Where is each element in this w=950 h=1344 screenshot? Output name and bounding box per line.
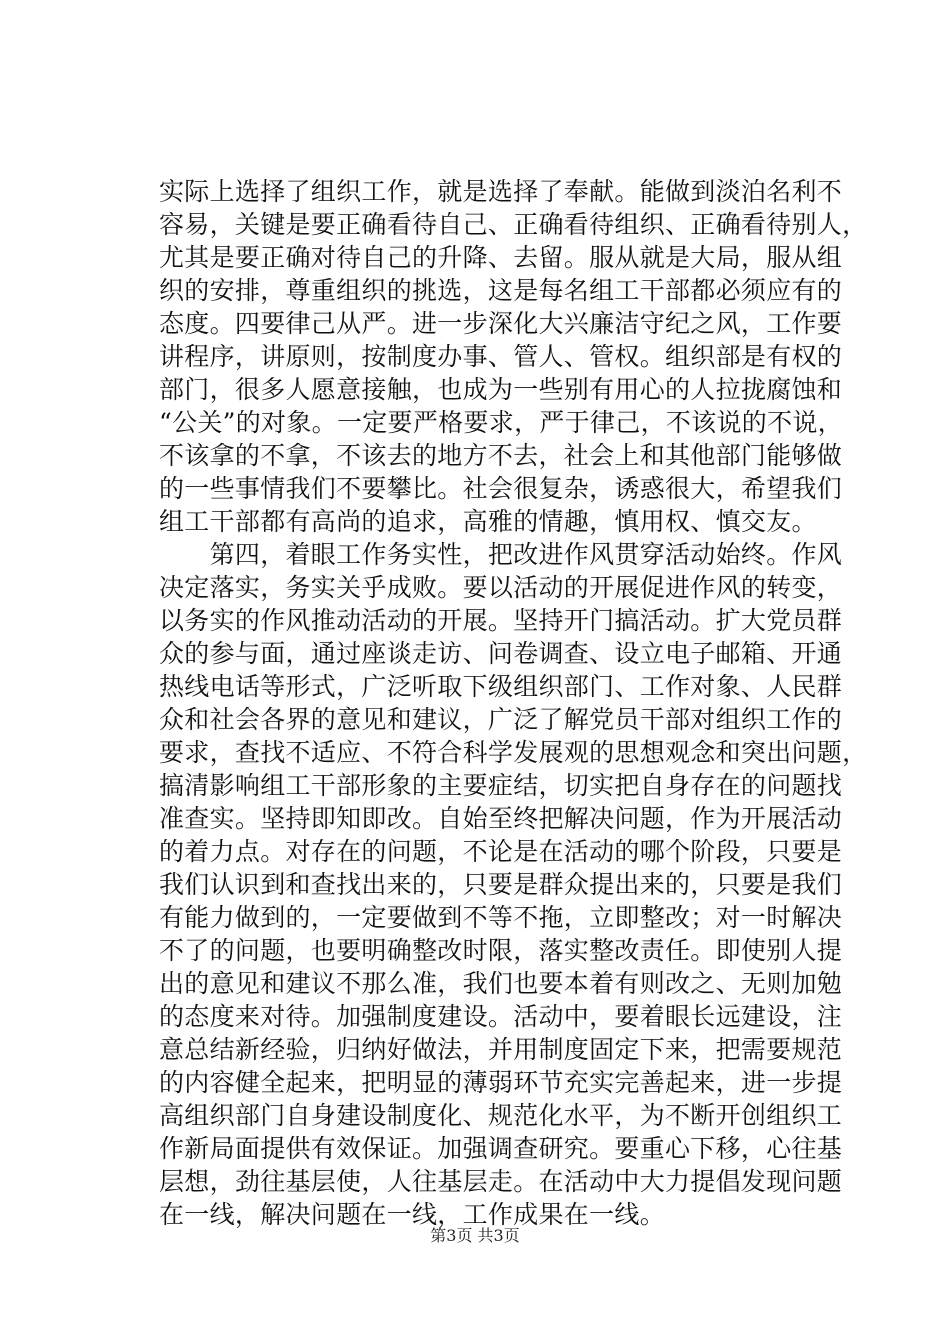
- text-line: 搞清影响组工干部形象的主要症结，切实把自身存在的问题找: [159, 771, 843, 800]
- text-line: 的着力点。对存在的问题，不论是在活动的哪个阶段，只要是: [159, 837, 843, 866]
- text-line: 要求，查找不适应、不符合科学发展观的思想观念和突出问题，: [159, 738, 868, 767]
- text-line: 的内容健全起来，把明显的薄弱环节充实完善起来，进一步提: [159, 1068, 843, 1097]
- text-line: 态度。四要律己从严。进一步深化大兴廉洁守纪之风，工作要: [159, 309, 843, 338]
- text-line: 容易，关键是要正确看待自己、正确看待组织、正确看待别人，: [159, 210, 868, 239]
- text-line: 的态度来对待。加强制度建设。活动中，要着眼长远建设，注: [159, 1002, 843, 1031]
- text-line: 众的参与面，通过座谈走访、问卷调查、设立电子邮箱、开通: [159, 639, 843, 668]
- page-number-footer: 第3页 共3页: [430, 1226, 520, 1245]
- text-line: 我们认识到和查找出来的，只要是群众提出来的，只要是我们: [159, 870, 843, 899]
- text-line: 准查实。坚持即知即改。自始至终把解决问题，作为开展活动: [159, 804, 843, 833]
- text-line: 不该拿的不拿，不该去的地方不去，社会上和其他部门能够做: [159, 441, 843, 470]
- text-line: 众和社会各界的意见和建议，广泛了解党员干部对组织工作的: [159, 705, 843, 734]
- text-line: 有能力做到的，一定要做到不等不拖，立即整改；对一时解决: [159, 903, 843, 932]
- text-line: 以务实的作风推动活动的开展。坚持开门搞活动。扩大党员群: [159, 606, 843, 635]
- text-line: 不了的问题，也要明确整改时限，落实整改责任。即使别人提: [159, 936, 843, 965]
- body-text: [159, 175, 868, 1231]
- text-line: 尤其是要正确对待自己的升降、去留。服从就是大局，服从组: [159, 243, 843, 272]
- text-line: 部门，很多人愿意接触，也成为一些别有用心的人拉拢腐蚀和: [159, 375, 843, 404]
- text-line: “公关”的对象。一定要严格要求，严于律己，不该说的不说，: [159, 408, 843, 437]
- text-line: 出的意见和建议不那么准，我们也要本着有则改之、无则加勉: [159, 969, 843, 998]
- text-line: 层想，劲往基层使，人往基层走。在活动中大力提倡发现问题: [159, 1167, 843, 1196]
- text-line: 实际上选择了组织工作，就是选择了奉献。能做到淡泊名利不: [159, 177, 843, 206]
- text-line: 讲程序，讲原则，按制度办事、管人、管权。组织部是有权的: [159, 342, 843, 371]
- text-line: 组工干部都有高尚的追求，高雅的情趣，慎用权、慎交友。: [159, 507, 817, 536]
- text-line: 高组织部门自身建设制度化、规范化水平，为不断开创组织工: [159, 1101, 843, 1130]
- text-line: 作新局面提供有效保证。加强调查研究。要重心下移，心往基: [159, 1134, 843, 1163]
- text-line: 决定落实，务实关乎成败。要以活动的开展促进作风的转变，: [159, 573, 843, 602]
- text-line: 织的安排，尊重组织的挑选，这是每名组工干部都必须应有的: [159, 276, 843, 305]
- text-line: 意总结新经验，归纳好做法，并用制度固定下来，把需要规范: [159, 1035, 843, 1064]
- text-line: 热线电话等形式，广泛听取下级组织部门、工作对象、人民群: [159, 672, 843, 701]
- text-line: 在一线，解决问题在一线，工作成果在一线。: [159, 1200, 666, 1229]
- text-line: 的一些事情我们不要攀比。社会很复杂，诱惑很大，希望我们: [159, 474, 843, 503]
- paragraph-start-line: 第四，着眼工作务实性，把改进作风贯穿活动始终。作风: [159, 540, 843, 569]
